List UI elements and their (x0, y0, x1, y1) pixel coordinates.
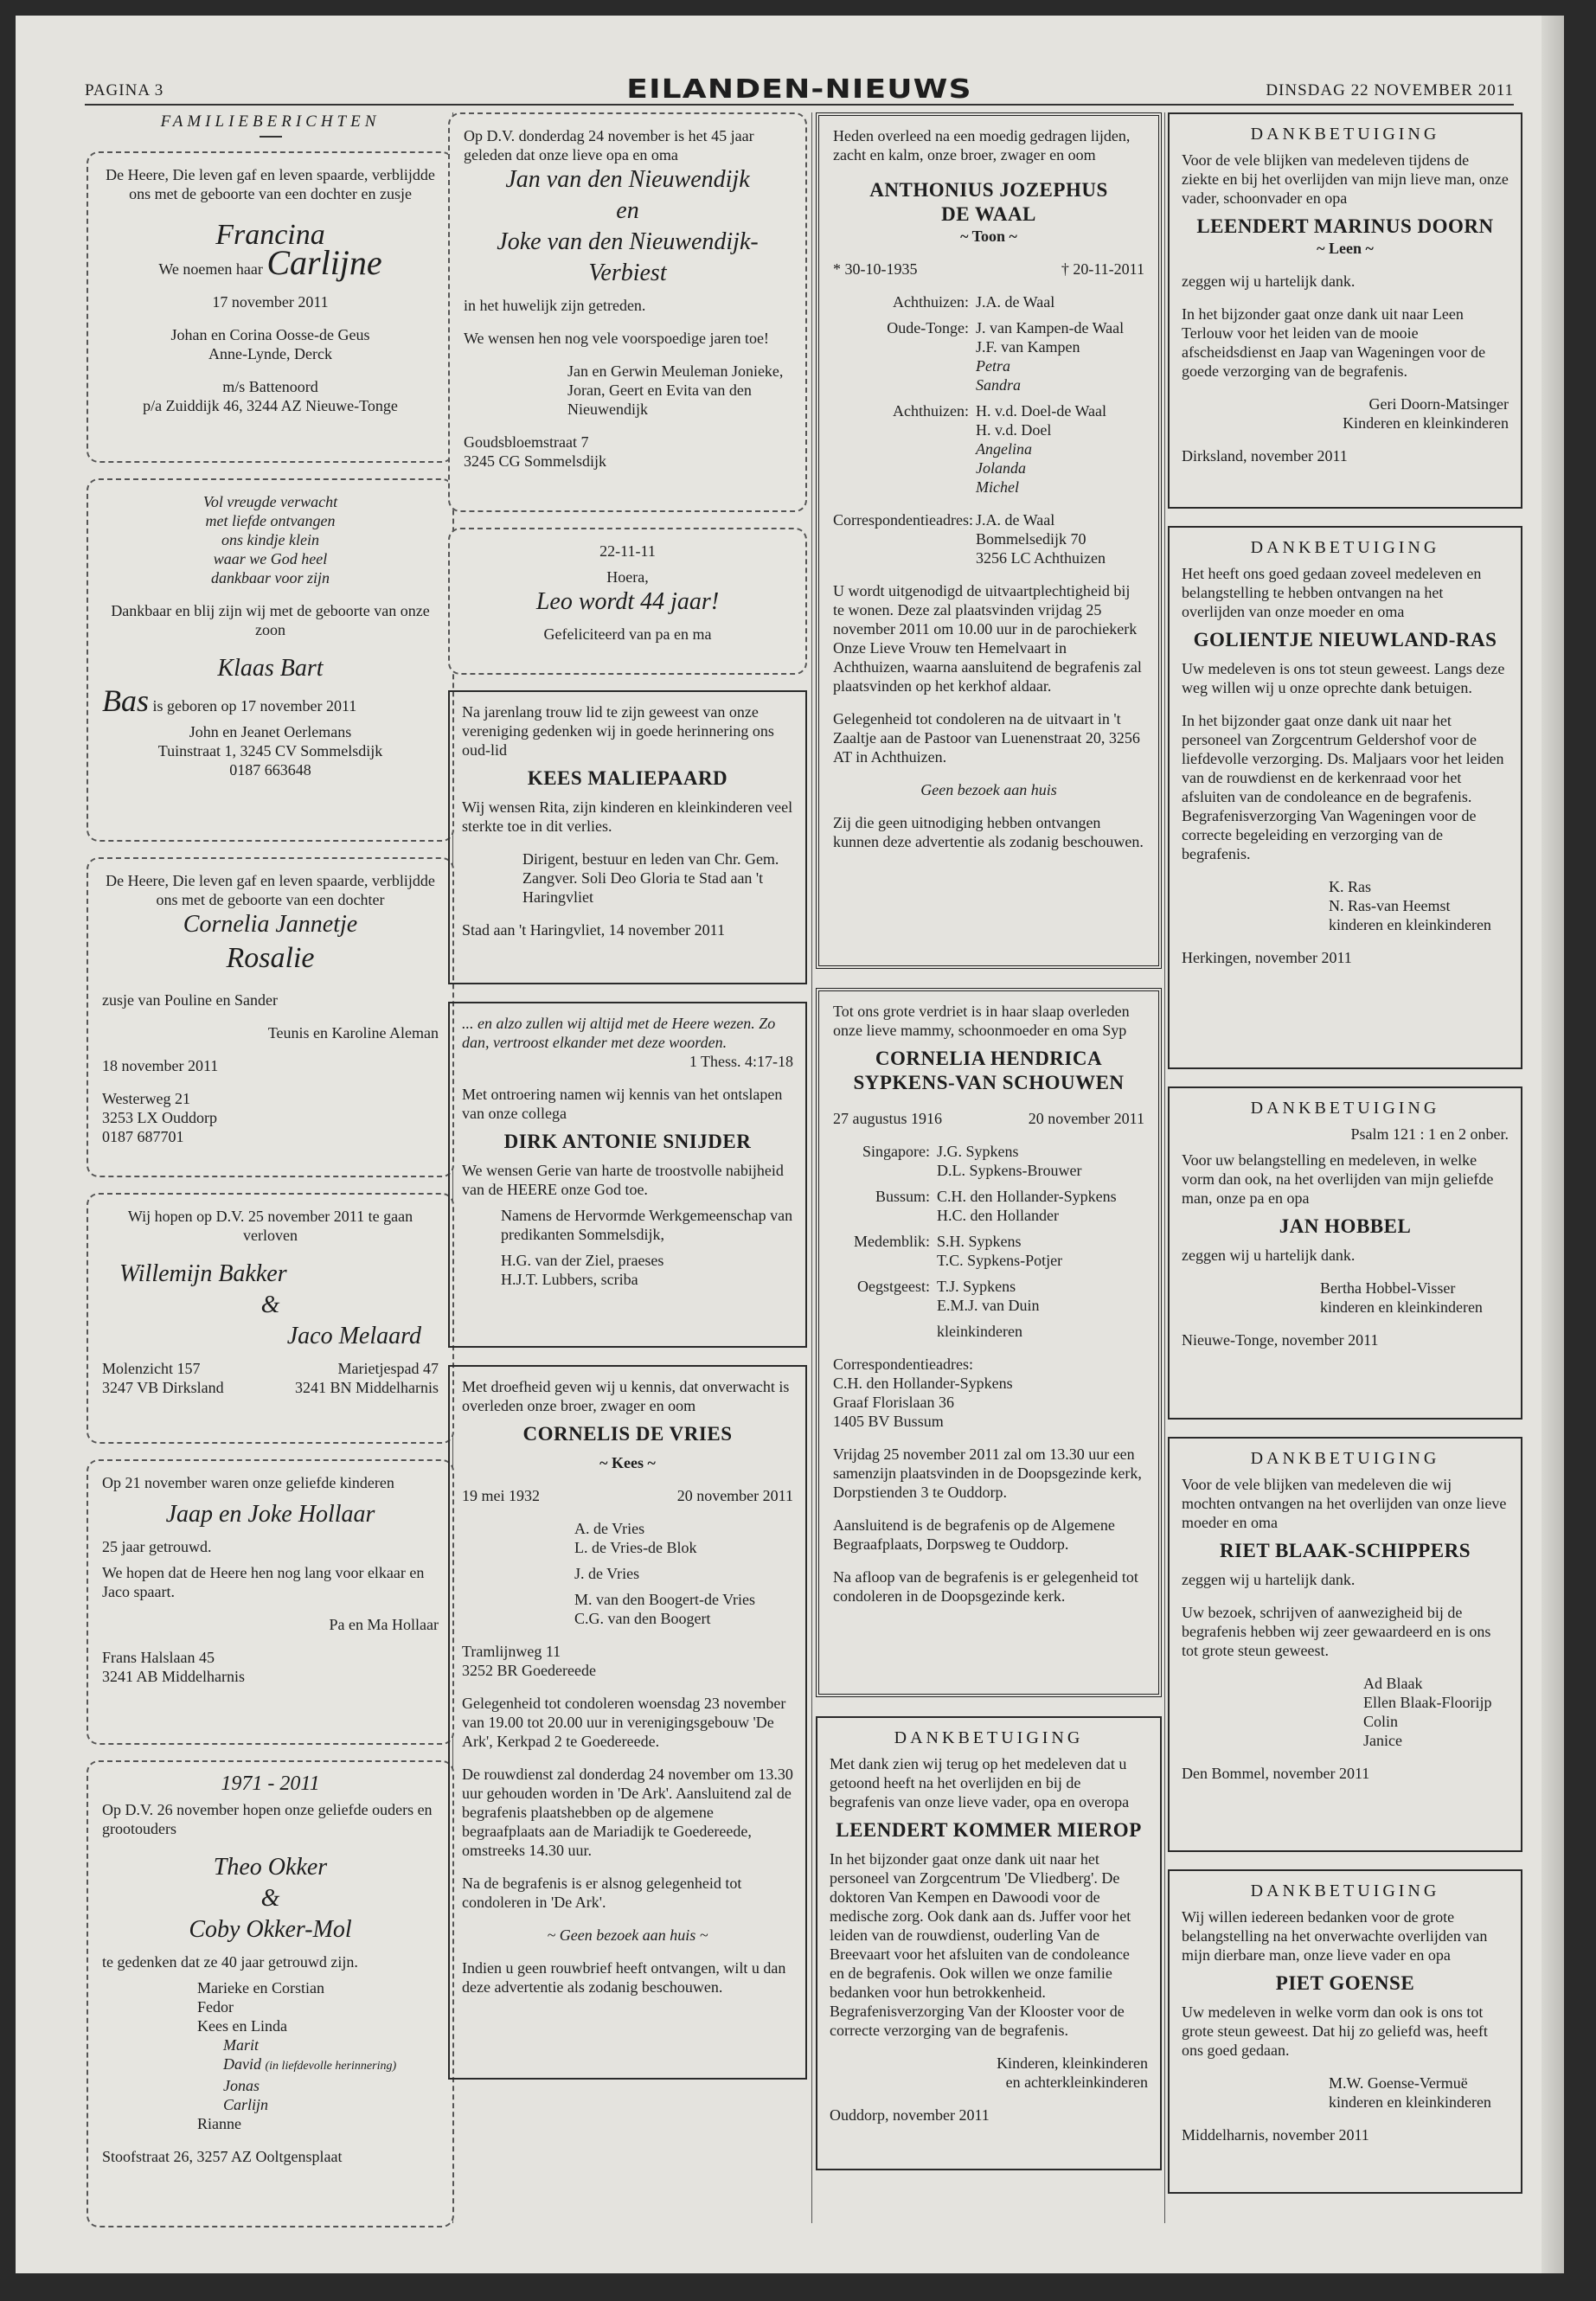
address: Goudsbloemstraat 7 (464, 433, 589, 451)
signature: K. Ras (1329, 878, 1371, 895)
ad-goense (1168, 1869, 1522, 2194)
condolence-info: Gelegenheid tot condoleren woensdag 23 november van 19.00 tot 20.00 uur in verenigingsgebouw 'De Ark', Kerkpad 2 te Goedereede. (462, 1695, 786, 1750)
ad-intro: Op D.V. donderdag 24 november is het 45 jaar geleden dat onze lieve opa en oma (464, 127, 754, 163)
call-name: Carlijne (266, 243, 382, 282)
deceased-name: PIET GOENSE (1275, 1972, 1415, 1994)
ad-intro: Tot ons grote verdriet is in haar slaap overleden onze lieve mammy, schoonmoeder en oma Syp (833, 1003, 1130, 1039)
name-prefix: We noemen haar (158, 260, 263, 278)
life-dates (462, 1486, 793, 1505)
nickname: ~ Leen ~ (1317, 240, 1374, 257)
ad-title: DANKBETUIGING (1250, 538, 1440, 557)
wish-text: We hopen dat de Heere hen nog lang voor elkaar en Jaco spaart. (102, 1564, 425, 1600)
sisters-line: zusje van Pouline en Sander (102, 991, 278, 1009)
ad-nieuwendijk (448, 112, 807, 512)
notice-text: Indien u geen rouwbrief heeft ontvangen, wilt u dan deze advertentie als zodanig beschouwen. (462, 1959, 786, 1996)
signature: N. Ras-van Heemst (1329, 897, 1451, 914)
deceased-name: ANTHONIUS JOZEPHUS (869, 179, 1108, 201)
address: Westerweg 21 (102, 1090, 191, 1107)
birth-date: * 30-10-1935 (833, 260, 918, 278)
column-divider (811, 112, 812, 2223)
signature: Kinderen, kleinkinderen (997, 2054, 1148, 2072)
correspondence-name: C.H. den Hollander-Sypkens (833, 1375, 1013, 1392)
ad-title: DANKBETUIGING (1250, 1099, 1440, 1118)
thanks-text: In het bijzonder gaat onze dank uit naar het personeel van Zorgcentrum 'De Vliedberg'. De doktoren Van Kempen en Dawoodi voor de medische zorg. Ook dank aan ds. Juffer voor het leiden van de rouwdienst, ouderling Van de Breevaart voor het afsluiten van de condoleance en de begrafenis. Ook willen we onze familie bedanken voor hun betrokkenheid. Begrafenisverzorging Van der Klooster voor de correcte verzorging van de begrafenis. (830, 1850, 1131, 2039)
thanks-text: Uw medeleven in welke vorm dan ook is ons tot grote steun geweest. Dat hij zo geliefd was, heeft ons goed gedaan. (1182, 2003, 1488, 2059)
ad-intro: Heden overleed na een moedig gedragen lijden, zacht en kalm, onze broer, zwager en oom (833, 127, 1131, 163)
thanks-text: Uw bezoek, schrijven of aanwezigheid bij de begrafenis hebben wij zeer gewaardeerd en is ons tot grote steun geweest. (1182, 1604, 1491, 1659)
column-1 (87, 112, 454, 2243)
family-member: H. v.d. Doel-de Waal (976, 402, 1107, 420)
celebration-title: Leo wordt 44 jaar! (535, 588, 720, 615)
place-date: Herkingen, november 2011 (1182, 949, 1352, 966)
life-dates (833, 260, 1144, 279)
couple-name: Jaap en Joke Hollaar (165, 1501, 375, 1528)
family-member: Rianne (197, 2115, 241, 2132)
grandchild: Marit (223, 2036, 260, 2054)
family-member: J.F. van Kampen (976, 338, 1080, 356)
signature: Namens de Hervormde Werkgemeenschap van predikanten Sommelsdijk, (501, 1207, 793, 1243)
correspondence-label: Correspondentieadres: (833, 1356, 973, 1373)
signature: Ellen Blaak-Floorijp (1363, 1694, 1492, 1711)
conjunction: en (616, 197, 639, 224)
ad-mierop (816, 1716, 1162, 2170)
ad-intro: Voor uw belangstelling en medeleven, in welke vorm dan ook, na het overlijden van mijn geliefde man, onze pa en opa (1182, 1151, 1494, 1207)
page-header (85, 66, 1514, 106)
birth-date: 19 mei 1932 (462, 1487, 540, 1504)
bride-name: Willemijn Bakker (119, 1260, 287, 1287)
parents: Teunis en Karoline Aleman (267, 1024, 439, 1042)
ad-intro: Met droefheid geven wij u kennis, dat onverwacht is overleden onze broer, zwager en oom (462, 1378, 790, 1414)
place-date: Dirksland, november 2011 (1182, 447, 1348, 465)
signature: Kinderen en kleinkinderen (1343, 414, 1509, 432)
signature: Pa en Ma Hollaar (329, 1616, 439, 1633)
ad-title: DANKBETUIGING (1250, 125, 1440, 144)
addresses-line (102, 1378, 439, 1397)
correspondence-address: Graaf Florislaan 36 (833, 1394, 954, 1411)
correspondence-row (833, 510, 1144, 529)
ad-cornelis-de-vries (448, 1365, 807, 2080)
place-date: Den Bommel, november 2011 (1182, 1765, 1370, 1782)
address: Molenzicht 157 (102, 1360, 201, 1377)
grandchildren: kleinkinderen (937, 1323, 1022, 1340)
place: Achthuizen: (893, 402, 969, 420)
family-member: H.C. den Hollander (937, 1207, 1059, 1224)
life-dates (833, 1109, 1144, 1128)
ad-leo (448, 528, 807, 675)
condolence-info: Gelegenheid tot condoleren na de uitvaart in 't Zaaltje aan de Pastoor van Luenenstraat 20, 3256 AT in Achthuizen. (833, 710, 1140, 766)
ad-intro: Voor de vele blijken van medeleven tijdens de ziekte en bij het overlijden van mijn lieve man, onze vader, schoonvader en opa (1182, 151, 1509, 207)
poem-line: ons kindje klein (221, 531, 319, 548)
wish-text: Wij wensen Rita, zijn kinderen en kleinkinderen veel sterkte toe in dit verlies. (462, 798, 793, 835)
siblings: Anne-Lynde, Derck (208, 345, 332, 362)
ad-intro: De Heere, Die leven gaf en leven spaarde, verblijdde ons met de geboorte van een dochter (106, 872, 435, 908)
groom-name: Jaco Melaard (286, 1323, 421, 1349)
signature: Ad Blaak (1363, 1675, 1423, 1692)
grandchild (197, 2054, 439, 2076)
ad-jaap-joke (87, 1459, 454, 1745)
child-name: Cornelia Jannetje (183, 911, 358, 938)
address: 3253 LX Ouddorp (102, 1109, 217, 1126)
ad-intro: Het heeft ons goed gedaan zoveel medeleven en belangstelling te hebben ontvangen na het overlijden van onze moeder en oma (1182, 565, 1482, 620)
ad-intro: Op D.V. 26 november hopen onze geliefde ouders en grootouders (102, 1801, 433, 1837)
page-gutter (1542, 16, 1564, 2273)
funeral-info: U wordt uitgenodigd de uitvaartplechtigheid bij te wonen. Deze zal plaatsvinden vrijdag 25 november 2011 om 10.00 uur in de parochiekerk Onze Lieve Vrouw ten Hemelvaart in Achthuizen, waarna aansluitend de begrafenis zal plaatsvinden op het kerkhof aldaar. (833, 582, 1142, 695)
anniversary-text: in het huwelijk zijn getreden. (464, 297, 646, 314)
thanks-text: In het bijzonder gaat onze dank uit naar Leen Terlouw voor het leiden van de mooie afscheidsdienst en Jaap van Wageningen voor de goede verzorging van de begrafenis. (1182, 305, 1486, 380)
address: Marietjespad 47 (337, 1360, 439, 1377)
poem-line: dankbaar voor zijn (211, 569, 330, 586)
deceased-name: LEENDERT KOMMER MIEROP (836, 1819, 1142, 1841)
grandchild-name: David (223, 2055, 261, 2073)
funeral-info: Aansluitend is de begrafenis op de Algemene Begraafplaats, Dorpsweg te Ouddorp. (833, 1516, 1115, 1553)
family-member: C.G. van den Boogert (574, 1610, 711, 1627)
ad-title: DANKBETUIGING (1250, 1881, 1440, 1900)
child-name: Klaas Bart (217, 655, 324, 682)
deceased-surname: SYPKENS-VAN SCHOUWEN (853, 1072, 1125, 1093)
ad-intro: Dankbaar en blij zijn wij met de geboorte van onze zoon (111, 602, 430, 638)
correspondence-address: Bommelsedijk 70 (976, 530, 1086, 548)
thanks-text: zeggen wij u hartelijk dank. (1182, 1571, 1356, 1588)
signature: Janice (1363, 1732, 1402, 1749)
memorial-note: (in liefdevolle herinnering) (265, 2060, 397, 2073)
signatory: H.J.T. Lubbers, scriba (501, 1271, 638, 1288)
wish-text: We wensen Gerie van harte de troostvolle nabijheid van de HEERE onze God toe. (462, 1162, 784, 1198)
column-4 (1168, 112, 1522, 2211)
family-row (833, 401, 1144, 420)
ad-francina (87, 151, 454, 463)
call-name: Bas (102, 683, 149, 718)
address: Tramlijnweg 11 (462, 1643, 561, 1660)
deceased-name: CORNELIA HENDRICA (875, 1048, 1103, 1069)
family-member: S.H. Sypkens (937, 1233, 1022, 1250)
wife-name: Coby Okker-Mol (189, 1916, 352, 1943)
call-name: Rosalie (226, 942, 315, 974)
page-number: PAGINA 3 (85, 81, 164, 99)
column-3 (816, 112, 1162, 2188)
ad-intro: Na jarenlang trouw lid te zijn geweest van onze vereniging gedenken wij in goede herinnering ons oud-lid (462, 703, 774, 759)
ad-intro: Wij willen iedereen bedanken voor de grote belangstelling na het onverwachte overlijden van mijn dierbare man, onze lieve vader en opa (1182, 1908, 1488, 1964)
family-member: J. de Vries (574, 1565, 640, 1582)
address: Tuinstraat 1, 3245 CV Sommelsdijk (157, 742, 383, 760)
place: Achthuizen: (893, 293, 969, 311)
deceased-name: RIET BLAAK-SCHIPPERS (1219, 1540, 1471, 1561)
address: p/a Zuiddijk 46, 3244 AZ Nieuwe-Tonge (143, 397, 398, 414)
ampersand: & (260, 1292, 280, 1318)
anniversary-text: te gedenken dat ze 40 jaar getrouwd zijn. (102, 1953, 358, 1971)
psalm-reference: Psalm 121 : 1 en 2 onber. (1350, 1125, 1509, 1143)
wish-text: We wensen hen nog vele voorspoedige jaren toe! (464, 330, 769, 347)
address: 3247 VB Dirksland (102, 1379, 224, 1396)
deceased-name: LEENDERT MARINUS DOORN (1196, 215, 1494, 237)
deceased-name: JAN HOBBEL (1279, 1215, 1412, 1237)
poem-line: Vol vreugde verwacht (202, 493, 338, 510)
condolence-info: Na afloop van de begrafenis is er gelegenheid tot condoleren in de Doopsgezinde kerk. (833, 1568, 1138, 1605)
family-member: E.M.J. van Duin (937, 1297, 1040, 1314)
grandchild: Jonas (223, 2077, 260, 2094)
ad-cornelia-rosalie (87, 857, 454, 1177)
family-member: A. de Vries (574, 1520, 645, 1537)
family-member: Kees en Linda (197, 2017, 287, 2035)
death-date: † 20-11-2011 (1061, 260, 1144, 278)
family-member: H. v.d. Doel (976, 421, 1052, 439)
ad-blaak-schippers (1168, 1437, 1522, 1852)
ampersand: & (260, 1885, 280, 1912)
phone: 0187 663648 (229, 761, 311, 779)
signature: Geri Doorn-Matsinger (1368, 395, 1509, 413)
grandchild: Angelina (976, 440, 1032, 458)
signature: M.W. Goense-Vermuë (1329, 2074, 1468, 2092)
place: Medemblik: (854, 1233, 930, 1250)
death-date: 20 november 2011 (676, 1487, 793, 1504)
bible-quote: ... en alzo zullen wij altijd met de Heere wezen. Zo dan, vertroost elkander met deze woorden. (462, 1015, 776, 1051)
phone: 0187 687701 (102, 1128, 184, 1145)
family-signature: Jan en Gerwin Meuleman Jonieke, Joran, Geert en Evita van den Nieuwendijk (567, 362, 784, 418)
family-row (833, 1187, 1144, 1206)
place: Oude-Tonge: (887, 319, 969, 336)
poem-line: met liefde ontvangen (205, 512, 336, 529)
deceased-name: KEES MALIEPAARD (527, 767, 728, 789)
thanks-text: In het bijzonder gaat onze dank uit naar het personeel van Zorgcentrum Geldershof voor de liefdevolle verzorging. Ds. Maljaars voor het leiden van de rouwdienst en de kerkenraad voor het afsluiten van de condoleance en de begrafenis. Begrafenisverzorging Van Wageningen voor de correcte begeleiding en verzorging van de begrafenis. (1182, 712, 1504, 862)
signature: kinderen en kleinkinderen (1320, 1298, 1483, 1316)
thanks-text: Uw medeleven is ons tot steun geweest. Langs deze weg willen wij u onze oprechte dank betuigen. (1182, 660, 1505, 696)
address: 3241 BN Middelharnis (295, 1379, 439, 1396)
ad-title: DANKBETUIGING (1250, 1449, 1440, 1468)
anniversary-years: 1971 - 2011 (221, 1772, 320, 1795)
correspondence-name: J.A. de Waal (976, 511, 1055, 529)
column-divider (1164, 112, 1165, 2223)
family-member: J.G. Sypkens (937, 1143, 1019, 1160)
funeral-info: De rouwdienst zal donderdag 24 november om 13.30 uur gehouden worden in 'De Ark'. Aansluitend zal de begrafenis plaatshebben op de algemene begraafplaats aan de Mariadijk te Goedereede, omstreeks 14.30 uur. (462, 1766, 793, 1859)
grandchild: Michel (976, 478, 1019, 496)
signature: Bertha Hobbel-Visser (1320, 1279, 1456, 1297)
family-list (462, 1519, 793, 1628)
ad-hobbel (1168, 1086, 1522, 1420)
thanks-text: zeggen wij u hartelijk dank. (1182, 1247, 1356, 1264)
birth-date: 27 augustus 1916 (833, 1110, 942, 1127)
deceased-surname: DE WAAL (941, 203, 1036, 225)
place: Bussum: (875, 1188, 930, 1205)
grandchild: Carlijn (223, 2096, 269, 2113)
family-row (833, 292, 1144, 311)
no-visit-note: ~ Geen bezoek aan huis ~ (547, 1926, 708, 1944)
ad-willemijn-jaco (87, 1193, 454, 1444)
place-date: Nieuwe-Tonge, november 2011 (1182, 1331, 1379, 1349)
ad-intro: Voor de vele blijken van medeleven die wij mochten ontvangen na het overlijden van onze lieve moeder en oma (1182, 1476, 1507, 1531)
family-row (833, 1232, 1144, 1251)
grandchild: Petra (976, 357, 1010, 375)
place-date: Stad aan 't Haringvliet, 14 november 2011 (462, 921, 726, 939)
correspondence-address: 1405 BV Bussum (833, 1413, 944, 1430)
funeral-info: Vrijdag 25 november 2011 zal om 13.30 uur een samenzijn plaatsvinden in de Doopsgezinde kerk, Dorpstienden 3 te Ouddorp. (833, 1445, 1142, 1501)
family-member: D.L. Sypkens-Brouwer (937, 1162, 1082, 1179)
place: Oegstgeest: (857, 1278, 930, 1295)
signature: en achterkleinkinderen (1005, 2073, 1148, 2091)
address: m/s Battenoord (222, 378, 318, 395)
signature: kinderen en kleinkinderen (1329, 916, 1491, 933)
family-member: T.J. Sypkens (937, 1278, 1016, 1295)
birth-date: 17 november 2011 (212, 293, 329, 311)
grandchild: Jolanda (976, 459, 1026, 477)
ad-nieuwland-ras (1168, 526, 1522, 1069)
newspaper-page (16, 16, 1564, 2273)
ad-theo-coby (87, 1760, 454, 2227)
condolence-info: Na de begrafenis is er alsnog gelegenheid tot condoleren in 'De Ark'. (462, 1875, 742, 1911)
signature: kinderen en kleinkinderen (1329, 2093, 1491, 2111)
greeting: Hoera, (606, 568, 649, 586)
ad-klaas-bart (87, 478, 454, 842)
addresses-line (102, 1359, 439, 1378)
place-date: Ouddorp, november 2011 (830, 2106, 990, 2124)
thanks-text: zeggen wij u hartelijk dank. (1182, 272, 1356, 290)
place: Singapore: (862, 1143, 930, 1160)
family-member: J. van Kampen-de Waal (976, 319, 1125, 336)
anniversary-text: 25 jaar getrouwd. (102, 1538, 212, 1555)
ad-sypkens (816, 988, 1162, 1697)
family-member: J.A. de Waal (976, 293, 1055, 311)
masthead: EILANDEN-NIEUWS (626, 74, 972, 105)
family-row (833, 318, 1144, 337)
ad-intro: Met ontroering namen wij kennis van het ontslapen van onze collega (462, 1086, 783, 1122)
family-member: Marieke en Corstian (197, 1979, 324, 1997)
address: 3245 CG Sommelsdijk (464, 452, 607, 470)
family-member: M. van den Boogert-de Vries (574, 1591, 756, 1608)
ad-intro: Wij hopen op D.V. 25 november 2011 te gaan verloven (127, 1208, 413, 1244)
address: Stoofstraat 26, 3257 AZ Ooltgensplaat (102, 2148, 343, 2165)
grandchild: Sandra (976, 376, 1022, 394)
ad-title: DANKBETUIGING (894, 1728, 1084, 1747)
ad-date: 22-11-11 (599, 542, 656, 560)
notice-text: Zij die geen uitnodiging hebben ontvangen kunnen deze advertentie als zodanig beschouwen. (833, 814, 1144, 850)
parents: Johan en Corina Oosse-de Geus (170, 326, 370, 343)
deceased-name: DIRK ANTONIE SNIJDER (503, 1131, 752, 1152)
parents: John en Jeanet Oerlemans (189, 723, 352, 740)
birth-date: 18 november 2011 (102, 1057, 219, 1074)
issue-date: DINSDAG 22 NOVEMBER 2011 (1266, 81, 1514, 99)
name-line (102, 243, 439, 282)
husband-name: Jan van den Nieuwendijk (505, 166, 750, 193)
ad-de-waal (816, 112, 1162, 969)
ad-intro: Op 21 november waren onze geliefde kinderen (102, 1474, 394, 1491)
bible-reference: 1 Thess. 4:17-18 (689, 1053, 793, 1070)
family-list (102, 1978, 439, 2133)
column-2 (448, 112, 807, 2097)
correspondence-address: 3256 LC Achthuizen (976, 549, 1106, 567)
wife-name: Joke van den Nieuwendijk-Verbiest (497, 228, 759, 286)
no-visit-note: Geen bezoek aan huis (920, 781, 1057, 798)
family-member: L. de Vries-de Blok (574, 1539, 697, 1556)
ad-doorn (1168, 112, 1522, 509)
signatory: H.G. van der Ziel, praeses (501, 1252, 664, 1269)
death-date: 20 november 2011 (1028, 1110, 1144, 1127)
place-date: Middelharnis, november 2011 (1182, 2126, 1369, 2144)
correspondence-label: Correspondentieadres: (833, 511, 973, 529)
ad-intro: De Heere, Die leven gaf en leven spaarde, verblijdde ons met de geboorte van een dochter en zusje (106, 166, 435, 202)
signature: Dirigent, bestuur en leden van Chr. Gem. Zangver. Soli Deo Gloria te Stad aan 't Haringvliet (522, 850, 779, 906)
section-title: FAMILIEBERICHTEN (87, 112, 454, 141)
ad-intro: Met dank zien wij terug op het medeleven dat u getoond heeft na het overlijden en bij de begrafenis van onze lieve vader, opa en overopa (830, 1755, 1130, 1811)
family-row (833, 1277, 1144, 1296)
address: 3241 AB Middelharnis (102, 1668, 245, 1685)
husband-name: Theo Okker (213, 1854, 328, 1881)
family-member: Fedor (197, 1998, 234, 2016)
nickname: ~ Toon ~ (960, 228, 1017, 245)
deceased-name: CORNELIS DE VRIES (522, 1423, 733, 1445)
deceased-name: GOLIENTJE NIEUWLAND-RAS (1193, 629, 1497, 651)
poem-line: waar we God heel (213, 550, 328, 567)
family-member: C.H. den Hollander-Sypkens (937, 1188, 1117, 1205)
address: Frans Halslaan 45 (102, 1649, 215, 1666)
family-row (833, 1142, 1144, 1161)
birth-text: is geboren op 17 november 2011 (152, 697, 357, 715)
family-member: T.C. Sypkens-Potjer (937, 1252, 1063, 1269)
ad-dirk-snijder (448, 1002, 807, 1348)
signature: Gefeliciteerd van pa en ma (543, 625, 712, 643)
address: 3252 BR Goedereede (462, 1662, 596, 1679)
birth-line (102, 683, 439, 718)
signature: Colin (1363, 1713, 1399, 1730)
ad-kees-maliepaard (448, 690, 807, 984)
child-name: Francina (215, 219, 325, 251)
nickname: ~ Kees ~ (599, 1454, 656, 1471)
